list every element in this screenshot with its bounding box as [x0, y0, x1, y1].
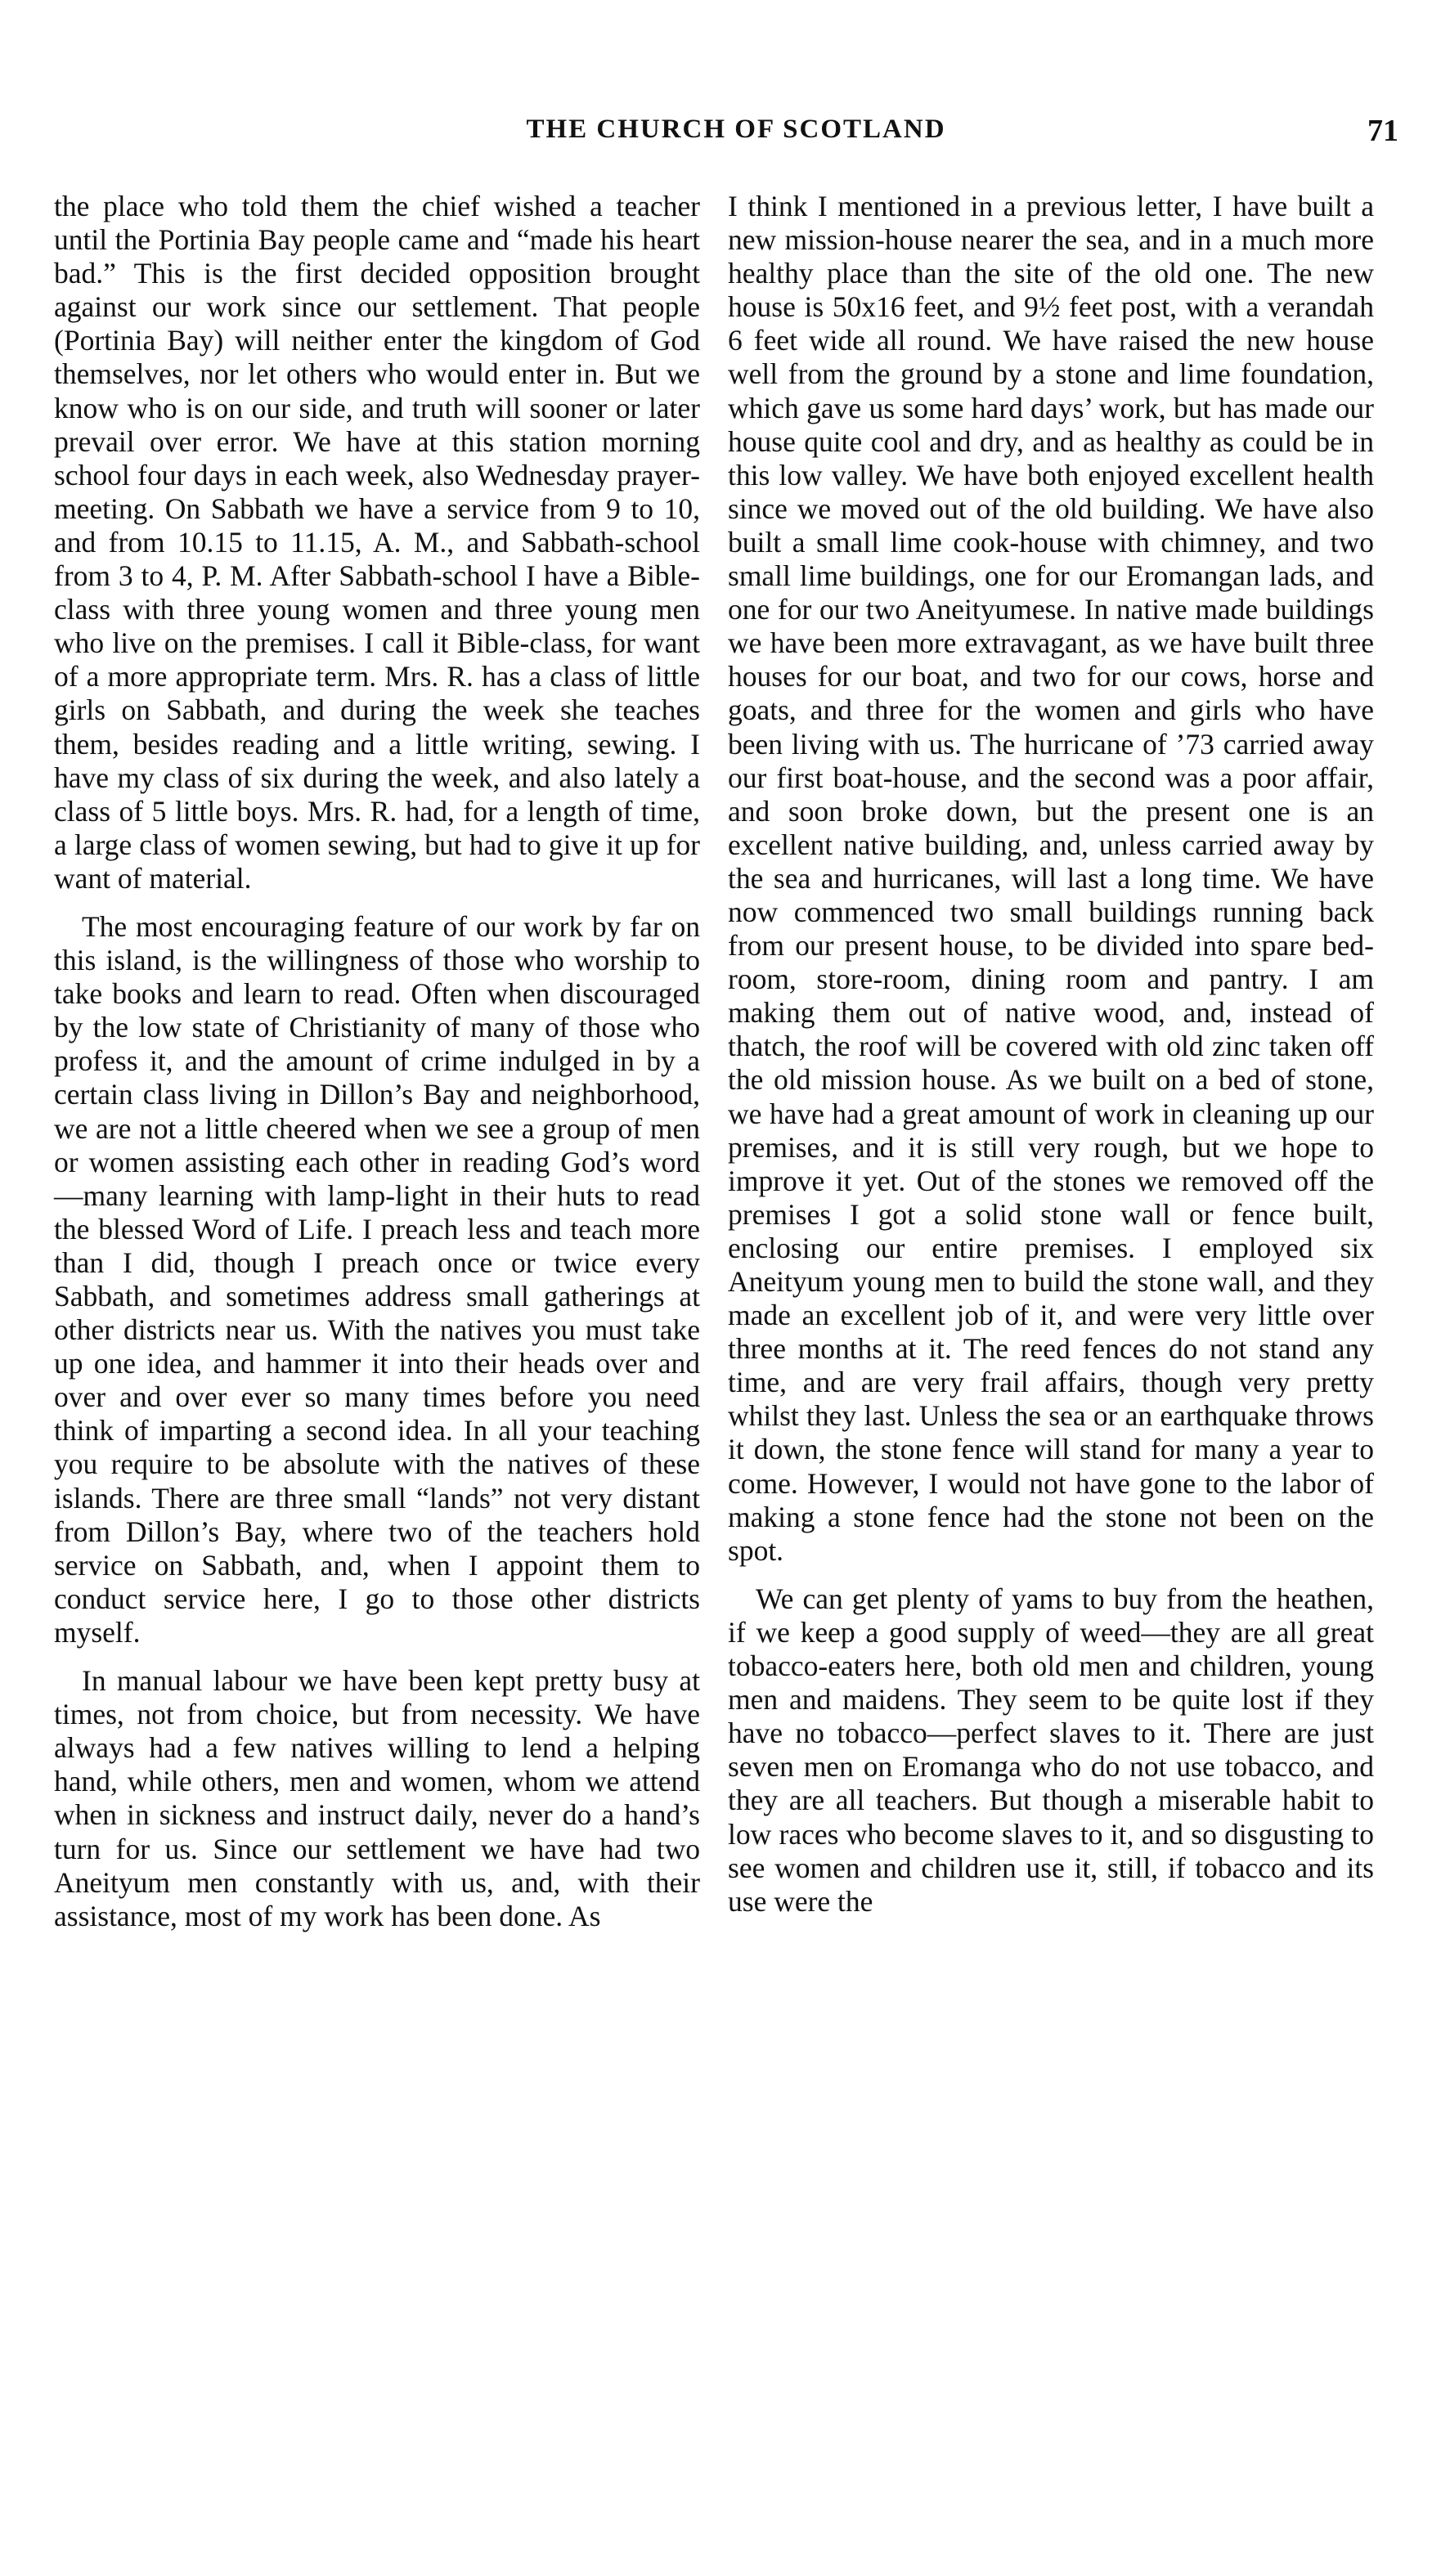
- left-column: [54, 190, 700, 1933]
- paragraph-encouraging-feature: The most encouraging feature of our work by far on this island, is the willingness of those who worship to take books and learn to read. Often when discouraged by the low state of Christianity of many of those who profess it, and the amount of crime indulged in by a certain class living in Dillon’s Bay and neighborhood, we are not a little cheered when we see a group of men or women assisting each other in reading God’s word—many learning with lamp-light in their huts to read the blessed Word of Life. I preach less and teach more than I did, though I preach once or twice every Sabbath, and sometimes address small gatherings at other districts near us. With the natives you must take up one idea, and hammer it into their heads over and over and over ever so many times before you need think of imparting a second idea. In all your teaching you require to be absolute with the natives of these islands. There are three small “lands” not very distant from Dillon’s Bay, where two of the teachers hold service on Sabbath, and, when I appoint them to conduct service here, I go to those other districts myself.: [54, 909, 700, 1649]
- paragraph-continued-chief-opposition: the place who told them the chief wished a teacher until the Portinia Bay people came and “made his heart bad.” This is the first decided opposition brought against our work since our settlement. That people (Portinia Bay) will neither enter the kingdom of God themselves, nor let others who would enter in. But we know who is on our side, and truth will sooner or later prevail over error. We have at this station morning school four days in each week, also Wednesday prayer-meeting. On Sabbath we have a service from 9 to 10, and from 10.15 to 11.15, A. M., and Sabbath-school from 3 to 4, P. M. After Sabbath-school I have a Bible-class with three young women and three young men who live on the premises. I call it Bible-class, for want of a more appropriate term. Mrs. R. has a class of little girls on Sabbath, and during the week she teaches them, besides reading and a little writing, sewing. I have my class of six during the week, and also lately a class of 5 little boys. Mrs. R. had, for a length of time, a large class of women sewing, but had to give it up for want of material.: [54, 190, 700, 895]
- page-number: 71: [1367, 114, 1398, 148]
- right-column: [728, 190, 1374, 1919]
- running-head: [74, 114, 1398, 155]
- running-title: THE CHURCH OF SCOTLAND: [526, 114, 946, 144]
- paragraph-yams-tobacco: We can get plenty of yams to buy from the heathen, if we keep a good supply of weed—they are all great tobacco-eaters here, both old men and children, young men and maidens. They seem to be quite lost if they have no tobacco—perfect slaves to it. There are just seven men on Eromanga who do not use tobacco, and they are all teachers. But though a miserable habit to low races who become slaves to it, and so disgusting to see women and children use it, still, if tobacco and its use were the: [728, 1582, 1374, 1918]
- paragraph-manual-labour: In manual labour we have been kept pretty busy at times, not from choice, but from necessity. We have always had a few natives willing to lend a helping hand, while others, men and women, whom we attend when in sickness and instruct daily, never do a hand’s turn for us. Since our settlement we have had two Aneityum men constantly with us, and, with their assistance, most of my work has been done. As: [54, 1664, 700, 1932]
- paragraph-mission-house: I think I mentioned in a previous letter, I have built a new mission-house nearer the sea, and in a much more healthy place than the site of the old one. The new house is 50x16 feet, and 9½ feet post, with a verandah 6 feet wide all round. We have raised the new house well from the ground by a stone and lime foundation, which gave us some hard days’ work, but has made our house quite cool and dry, and as healthy as could be in this low valley. We have both enjoyed excellent health since we moved out of the old building. We have also built a small lime cook-house with chimney, and two small lime buildings, one for our Eromangan lads, and one for our two Aneityumese. In native made buildings we have been more extravagant, as we have built three houses for our boat, and two for our cows, horse and goats, and three for the women and girls who have been living with us. The hurricane of ’73 carried away our first boat-house, and the second was a poor affair, and soon broke down, but the present one is an excellent native building, and, unless carried away by the sea and hurricanes, will last a long time. We have now commenced two small buildings running back from our present house, to be divided into spare bed-room, store-room, dining room and pantry. I am making them out of native wood, and, instead of thatch, the roof will be covered with old zinc taken off the old mission house. As we built on a bed of stone, we have had a great amount of work in cleaning up our premises, and it is still very rough, but we hope to improve it yet. Out of the stones we removed off the premises I got a solid stone wall or fence built, enclosing our entire premises. I employed six Aneityum young men to build the stone wall, and they made an excellent job of it, and were very little over three months at it. The reed fences do not stand any time, and are very frail affairs, though very pretty whilst they last. Unless the sea or an earthquake throws it down, the stone fence will stand for many a year to come. However, I would not have gone to the labor of making a stone fence had the stone not been on the spot.: [728, 190, 1374, 1567]
